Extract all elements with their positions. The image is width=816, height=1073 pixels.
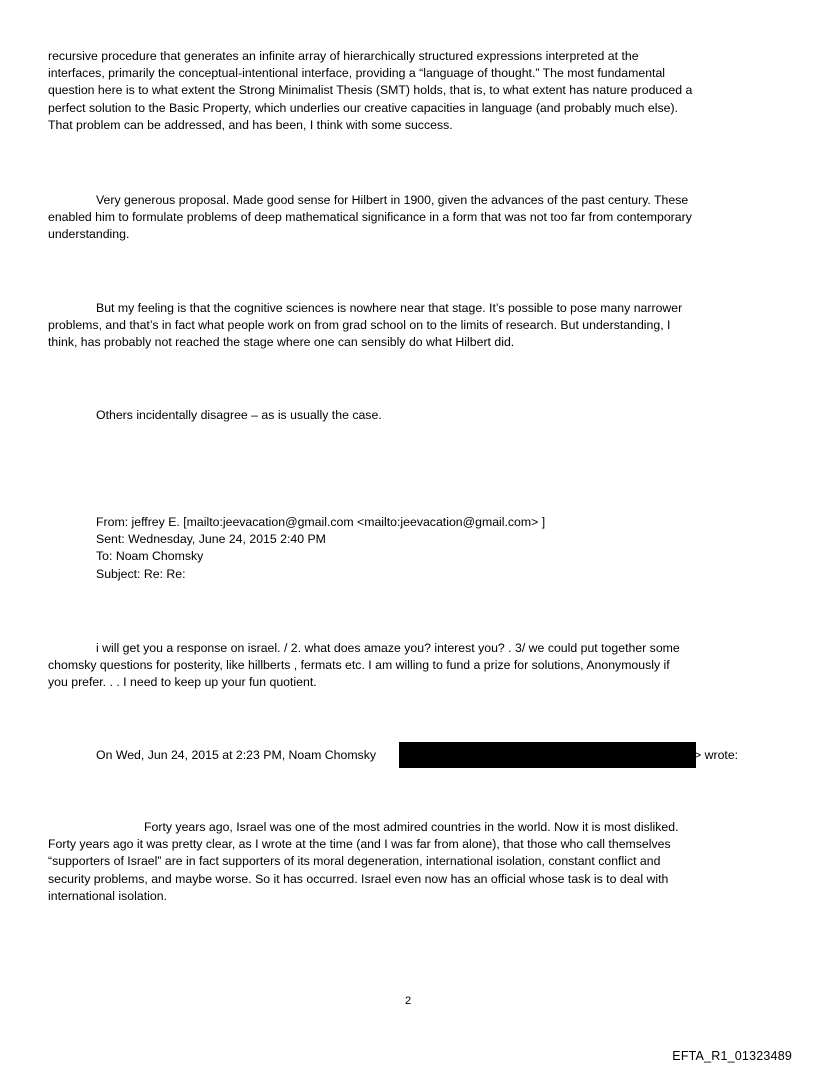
text-line: enabled him to formulate problems of deep mathematical significance in a form that was not too far from contemporary [48, 210, 692, 225]
text-line: But my feeling is that the cognitive sciences is nowhere near that stage. It’s possible to pose many narrower [96, 301, 683, 315]
quote-suffix: > wrote: [694, 748, 739, 762]
paragraph-cognitive-sciences [48, 300, 772, 352]
paragraph-israel [48, 819, 772, 905]
email-sent: Sent: Wednesday, June 24, 2015 2:40 PM [96, 532, 326, 547]
quote-prefix: On Wed, Jun 24, 2015 at 2:23 PM, Noam Chomsky [96, 748, 377, 762]
paragraph-smt [48, 48, 772, 134]
text-line: recursive procedure that generates an infinite array of hierarchically structured expressions interpreted at the [48, 49, 639, 63]
text-line: security problems, and maybe worse. So it has occurred. Israel even now has an official whose task is to deal with [48, 871, 669, 886]
quote-attribution [96, 747, 376, 764]
text-line: “supporters of Israel” are in fact supporters of its moral degeneration, international isolation, constant conflict and [48, 854, 661, 869]
text-line: question here is to what extent the Strong Minimalist Thesis (SMT) holds, that is, to what extent has nature produced a [48, 83, 693, 98]
text-line: Very generous proposal. Made good sense for Hilbert in 1900, given the advances of the past century. These [96, 193, 689, 207]
paragraph-hilbert-proposal [48, 192, 772, 244]
text-line: chomsky questions for posterity, like hillberts , fermats etc. I am willing to fund a prize for solutions, Anonymously if [48, 658, 670, 673]
paragraph-others-disagree [48, 407, 772, 424]
paragraph-reply [48, 640, 772, 692]
document-id: EFTA_R1_01323489 [672, 1049, 792, 1063]
text-line: i will get you a response on israel. / 2. what does amaze you? interest you? . 3/ we could put together some [96, 641, 680, 655]
page-number: 2 [404, 995, 412, 1007]
quote-suffix-wrap [694, 747, 738, 764]
text-line: think, has probably not reached the stage where one can sensibly do what Hilbert did. [48, 335, 515, 350]
text-line: perfect solution to the Basic Property, which underlies our creative capacities in language (and probably much else). [48, 100, 678, 115]
email-header [96, 514, 545, 583]
text-line: you prefer. . . I need to keep up your fun quotient. [48, 675, 317, 690]
text-line: problems, and that’s in fact what people work on from grad school on to the limits of research. But understanding, I [48, 318, 671, 333]
redaction-bar [399, 742, 696, 768]
text-line: Others incidentally disagree – as is usually the case. [96, 408, 382, 422]
email-from: From: jeffrey E. [mailto:jeevacation@gmail.com <mailto:jeevacation@gmail.com> ] [96, 515, 546, 529]
text-line: That problem can be addressed, and has been, I think with some success. [48, 117, 453, 132]
text-line: interfaces, primarily the conceptual-intentional interface, providing a “language of thought.” The most fundamental [48, 66, 666, 81]
text-line: Forty years ago, Israel was one of the most admired countries in the world. Now it is most disliked. [144, 820, 679, 834]
text-line: Forty years ago it was pretty clear, as I wrote at the time (and I was far from alone), that those who call themselves [48, 837, 671, 852]
text-line: understanding. [48, 227, 130, 242]
email-to: To: Noam Chomsky [96, 549, 204, 564]
email-subject: Subject: Re: Re: [96, 566, 186, 581]
text-line: international isolation. [48, 888, 167, 903]
